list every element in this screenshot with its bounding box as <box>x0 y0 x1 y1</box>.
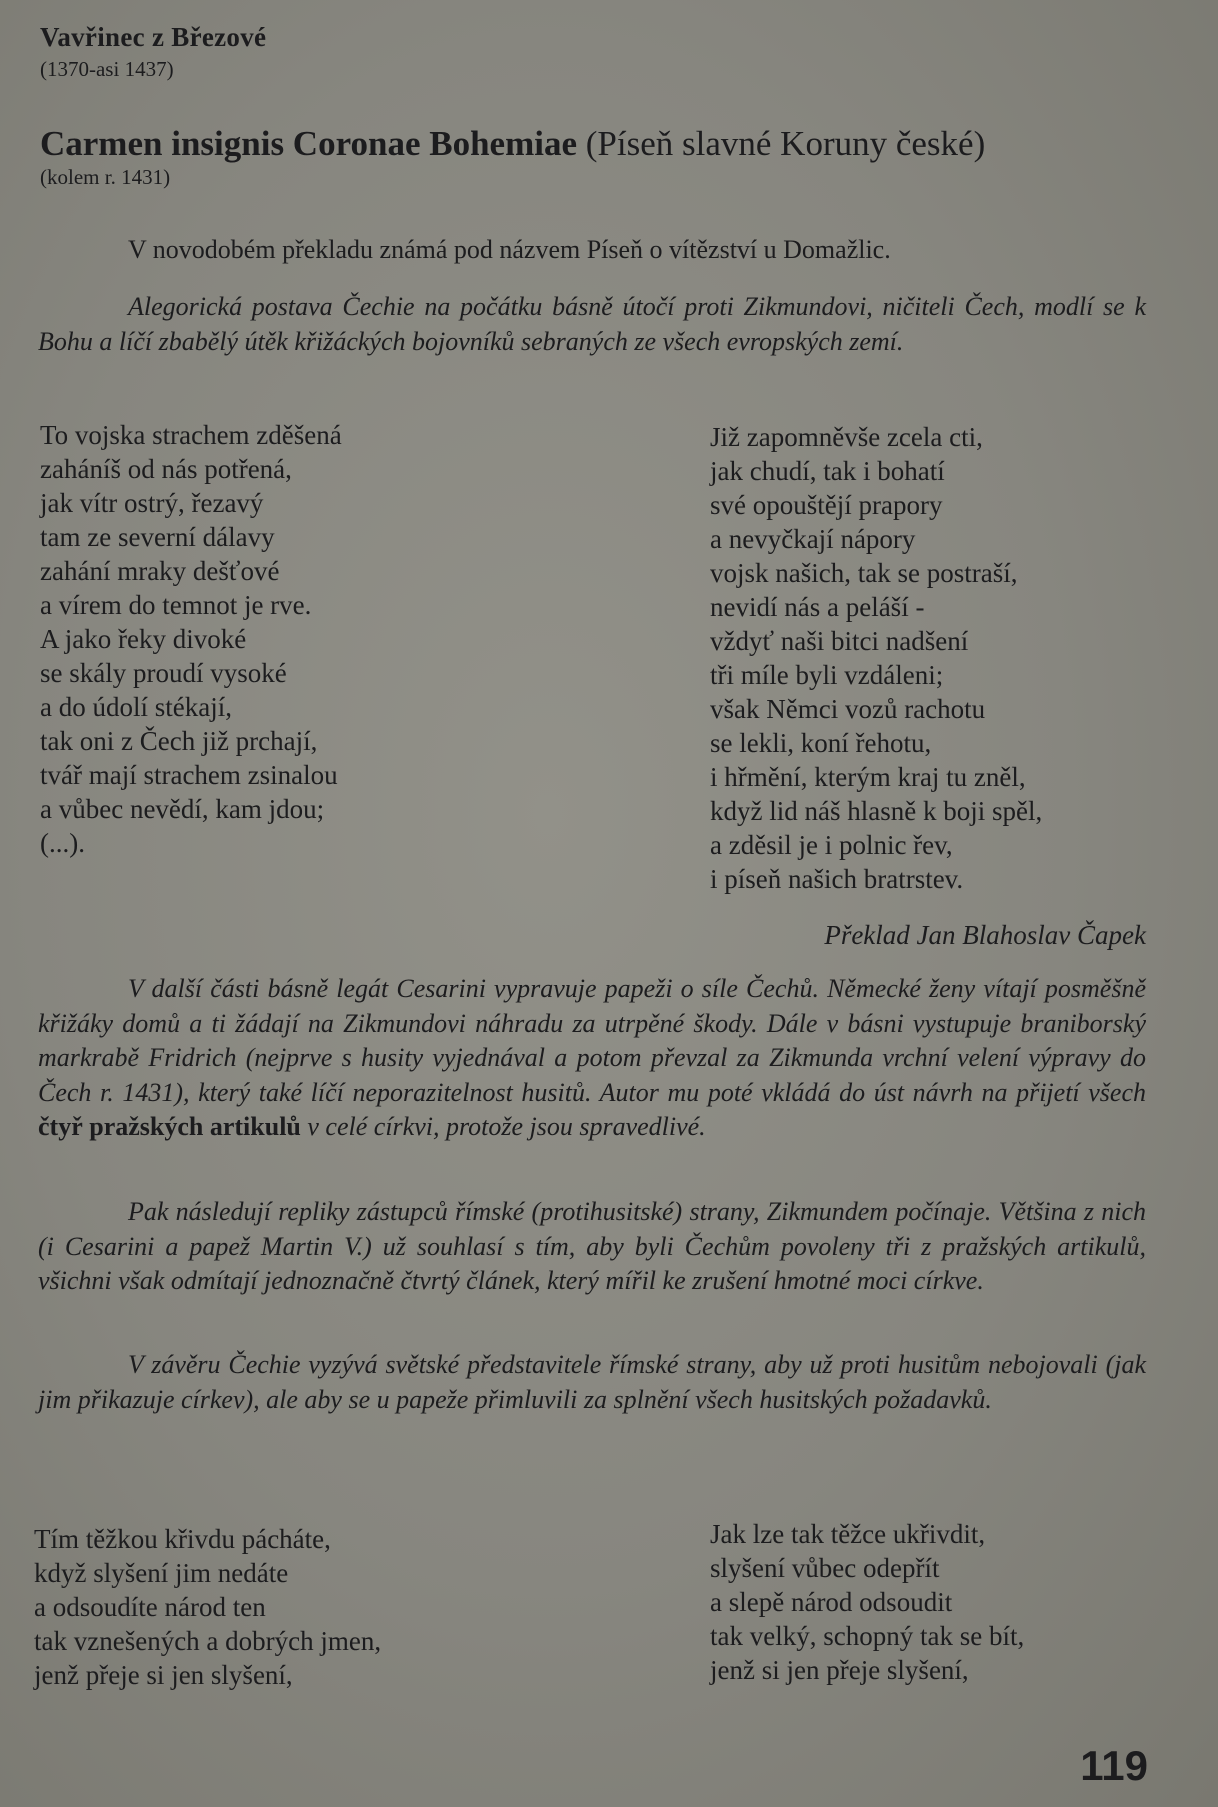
verse-line: a odsoudíte národ ten <box>34 1592 266 1622</box>
verse-line: A jako řeky divoké <box>40 624 247 654</box>
verse-line: Již zapomněvše zcela cti, <box>710 422 983 452</box>
verse-line: vždyť naši bitci nadšení <box>710 626 969 656</box>
verse-line: a zděsil je i polnic řev, <box>710 830 953 860</box>
verse-line: zahání mraky dešťové <box>40 556 280 586</box>
summary-paragraph-3: Pak následují repliky zástupců římské (protihusitské) strany, Zikmundem počínaje. Většina z nich (i Cesarini a papež Martin V.) už souhlasí s tím, aby byli Čechům povoleny tři z pražských artikulů, všichni však odmítají jednoznačně čtvrtý článek, který mířil ke zrušení hmotné moci církve. <box>38 1197 1146 1295</box>
intro-paragraph: V novodobém překladu známá pod názvem Píseň o vítězství u Domažlic. <box>128 235 891 264</box>
verse-line: Jak lze tak těžce ukřivdit, <box>710 1519 986 1549</box>
author-dates: (1370-asi 1437) <box>40 57 174 81</box>
verse-line: slyšení vůbec odepřít <box>710 1553 940 1583</box>
verse-line: tak velký, schopný tak se bít, <box>710 1621 1025 1651</box>
verse-line: jenž si jen přeje slyšení, <box>710 1655 969 1685</box>
work-date: (kolem r. 1431) <box>40 165 171 189</box>
verse-line: tak oni z Čech již prchají, <box>40 726 318 756</box>
verse-line: vojsk našich, tak se postraší, <box>710 558 1018 588</box>
verse-line: a nevyčkají nápory <box>710 524 916 554</box>
verse-line: a vírem do temnot je rve. <box>40 590 312 620</box>
verse-line: a vůbec nevědí, kam jdou; <box>40 794 325 824</box>
work-title <box>40 124 985 164</box>
work-title-czech: (Píseň slavné Koruny české) <box>577 124 986 163</box>
verse-line: jak chudí, tak i bohatí <box>710 456 945 486</box>
verse-block-1-left <box>40 418 342 860</box>
summary-paragraph-4: V závěru Čechie vyzývá světské představitele římské strany, aby už proti husitům nebojovali (jak jim přikazuje církev), ale aby se u papeže přimluvili za splnění všech husitských požadavků. <box>38 1350 1146 1414</box>
verse-line: jenž přeje si jen slyšení, <box>34 1660 293 1690</box>
summary-paragraph-2-end: v celé církvi, protože jsou spravedlivé. <box>300 1112 706 1141</box>
verse-block-1-right <box>710 420 1042 896</box>
verse-line: a slepě národ odsoudit <box>710 1587 953 1617</box>
translation-credit: Překlad Jan Blahoslav Čapek <box>824 920 1146 950</box>
work-title-latin: Carmen insignis Coronae Bohemiae <box>40 124 577 163</box>
verse-line: zaháníš od nás potřená, <box>40 454 292 484</box>
summary-paragraph-2 <box>38 972 1146 1145</box>
page-number: 119 <box>1080 1742 1148 1789</box>
verse-line: když slyšení jim nedáte <box>34 1558 289 1588</box>
verse-line: tvář mají strachem zsinalou <box>40 760 338 790</box>
verse-line: To vojska strachem zděšená <box>40 420 342 450</box>
verse-line: když lid náš hlasně k boji spěl, <box>710 796 1043 826</box>
verse-line: jak vítr ostrý, řezavý <box>40 488 264 518</box>
verse-line: své opouštějí prapory <box>710 490 943 520</box>
verse-line: však Němci vozů rachotu <box>710 694 986 724</box>
verse-line: tam ze severní dálavy <box>40 522 275 552</box>
author-name: Vavřinec z Březové <box>40 22 267 52</box>
verse-line: Tím těžkou křivdu pácháte, <box>34 1524 331 1554</box>
verse-line: tak vznešených a dobrých jmen, <box>34 1626 382 1656</box>
summary-paragraph-2-text: V další části básně legát Cesarini vypravuje papeži o síle Čechů. Německé ženy vítají posměšně křižáky domů a ti žádají na Zikmundovi náhradu za utrpěné škody. Dále v básni vystupuje braniborský markrabě Fridrich (nejprve s husity vyjednával a potom převzal za Zikmunda vrchní velení výpravy do Čech r. 1431), který také líčí neporazitelnost husitů. Autor mu poté vkládá do úst návrh na přijetí všech <box>38 974 1146 1107</box>
verse-line: (...). <box>40 828 85 858</box>
verse-line: se lekli, koní řehotu, <box>710 728 932 758</box>
verse-block-2-right <box>710 1517 1024 1687</box>
verse-line: i hřmění, kterým kraj tu zněl, <box>710 762 1026 792</box>
verse-line: tři míle byli vzdáleni; <box>710 660 944 690</box>
verse-block-2-left <box>34 1522 381 1692</box>
verse-line: se skály proudí vysoké <box>40 658 287 688</box>
summary-paragraph-1: Alegorická postava Čechie na počátku básně útočí proti Zikmundovi, ničiteli Čech, modlí se k Bohu a líčí zbabělý útěk křižáckých bojovníků sebraných ze všech evropských zemí. <box>38 292 1146 356</box>
four-articles-emphasis: čtyř pražských artikulů <box>38 1112 301 1141</box>
verse-line: i píseň našich bratrstev. <box>710 864 964 894</box>
verse-line: nevidí nás a peláší - <box>710 592 925 622</box>
verse-line: a do údolí stékají, <box>40 692 232 722</box>
